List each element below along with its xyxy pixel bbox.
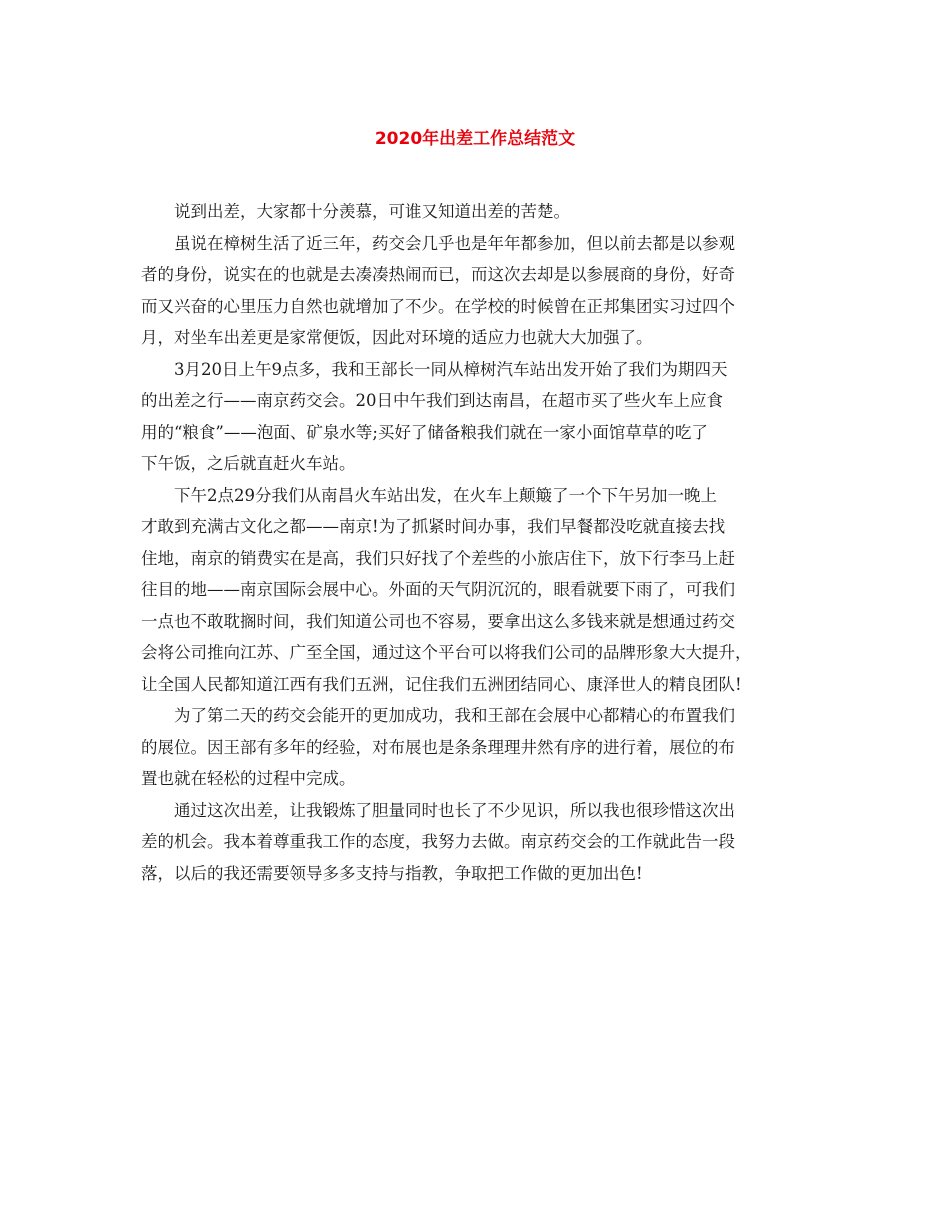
body-paragraph — [141, 196, 819, 228]
body-paragraph — [141, 480, 819, 701]
body-paragraph — [141, 228, 819, 354]
text-line: 者的身份，说实在的也就是去凑凑热闹而已，而这次去却是以参展商的身份，好奇 — [141, 265, 735, 284]
text-line: 才敢到充满古文化之都——南京!为了抓紧时间办事，我们早餐都没吃就直接去找 — [141, 517, 726, 536]
text-line: 月，对坐车出差更是家常便饭，因此对环境的适应力也就大大加强了。 — [141, 328, 653, 347]
text-line: 差的机会。我本着尊重我工作的态度，我努力去做。南京药交会的工作就此告一段 — [141, 832, 735, 851]
text-line: 下午2点29分我们从南昌火车站出发，在火车上颠簸了一个下午另加一晚上 — [174, 485, 717, 505]
text-line: 用的“粮食”——泡面、矿泉水等;买好了储备粮我们就在一家小面馆草草的吃了 — [141, 422, 708, 442]
text-line: 一点也不敢耽搁时间，我们知道公司也不容易，要拿出这么多钱来就是想通过药交 — [141, 611, 735, 631]
body-paragraph — [141, 795, 819, 890]
text-line: 虽说在樟树生活了近三年，药交会几乎也是年年都参加，但以前去都是以参观 — [174, 233, 735, 253]
body-paragraph — [141, 354, 819, 480]
text-line: 通过这次出差，让我锻炼了胆量同时也长了不少见识，所以我也很珍惜这次出 — [174, 800, 735, 820]
text-line: 3月20日上午9点多，我和王部长一同从樟树汽车站出发开始了我们为期四天 — [174, 359, 728, 379]
text-line: 住地，南京的销费实在是高，我们只好找了个差些的小旅店住下，放下行李马上赶 — [141, 548, 735, 568]
text-line: 往目的地——南京国际会展中心。外面的天气阴沉沉的，眼看就要下雨了，可我们 — [141, 580, 735, 599]
text-line: 置也就在轻松的过程中完成。 — [141, 769, 356, 788]
text-line: 下午饭，之后就直赶火车站。 — [141, 454, 356, 473]
text-line: 的出差之行——南京药交会。20日中午我们到达南昌，在超市买了些火车上应食 — [141, 391, 723, 410]
text-line: 说到出差，大家都十分羡慕，可谁又知道出差的苦楚。 — [174, 202, 570, 221]
text-line: 会将公司推向江苏、广至全国，通过这个平台可以将我们公司的品牌形象大大提升， — [141, 643, 752, 662]
text-line: 为了第二天的药交会能开的更加成功，我和王部在会展中心都精心的布置我们 — [174, 706, 735, 725]
document-title: 2020年出差工作总结范文 — [374, 129, 576, 149]
text-line: 的展位。因王部有多年的经验，对布展也是条条理理井然有序的进行着，展位的布 — [141, 737, 735, 757]
text-line: 让全国人民都知道江西有我们五洲，记住我们五洲团结同心、康泽世人的精良团队! — [141, 674, 742, 694]
body-paragraph — [141, 700, 819, 795]
text-line: 而又兴奋的心里压力自然也就增加了不少。在学校的时候曾在正邦集团实习过四个 — [141, 296, 735, 316]
document-body — [141, 196, 819, 889]
text-line: 落，以后的我还需要领导多多支持与指教，争取把工作做的更加出色! — [141, 863, 643, 883]
